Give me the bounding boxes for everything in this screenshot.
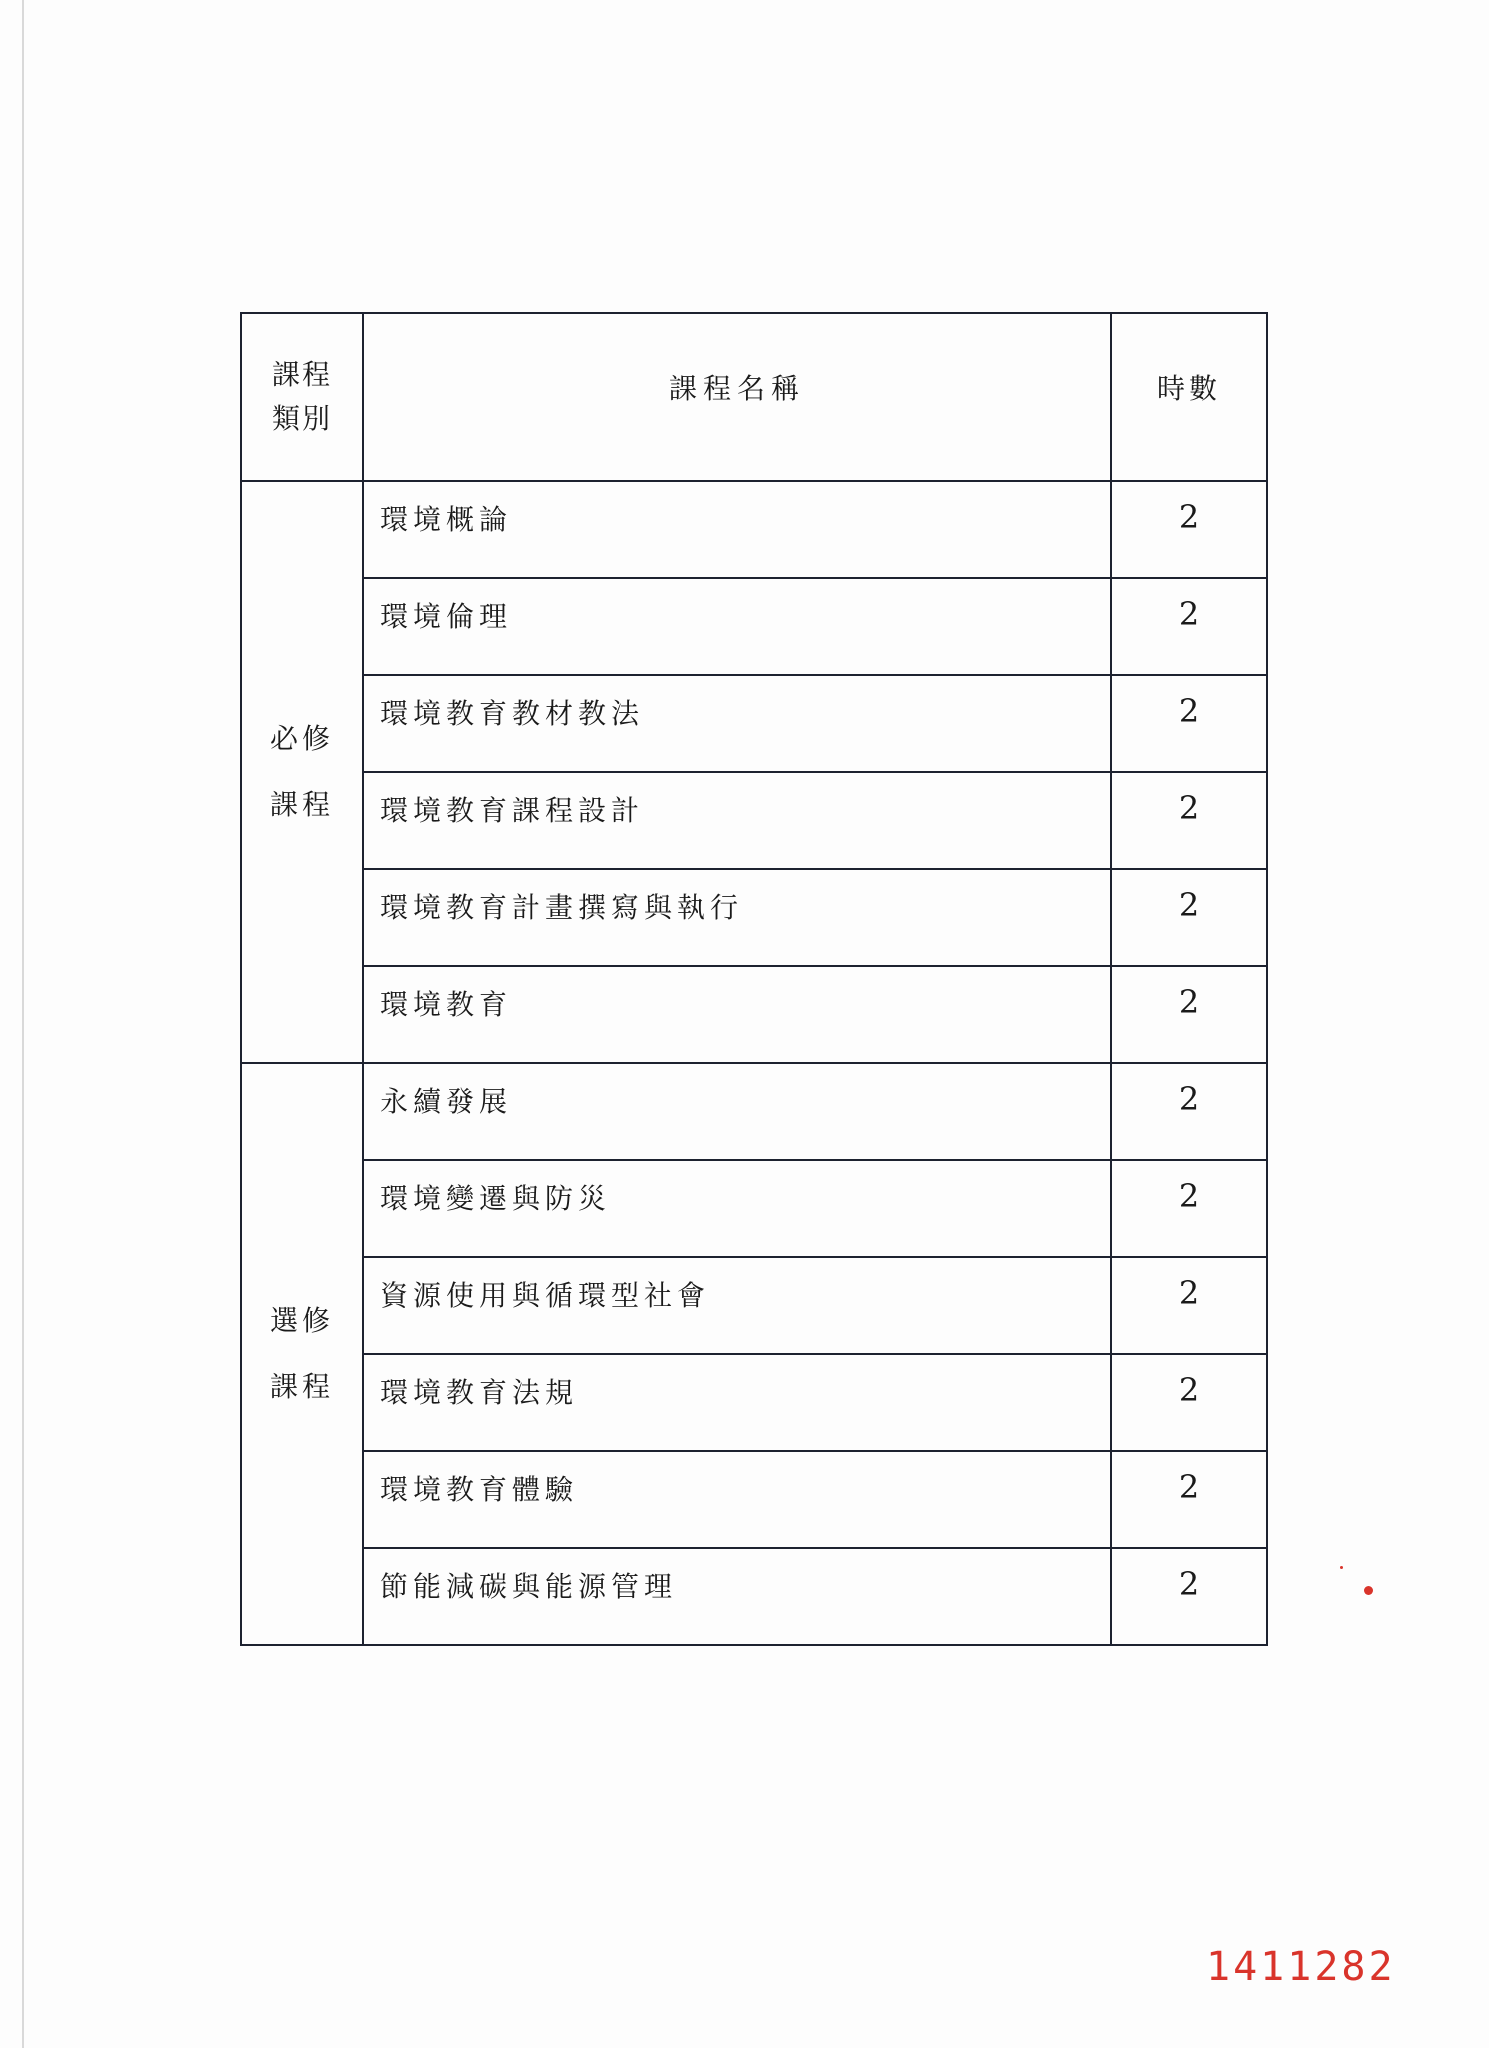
document-number-stamp: 1411282	[1206, 1944, 1396, 1990]
course-name: 環境變遷與防災	[363, 1160, 1111, 1257]
course-hours: 2	[1111, 1063, 1267, 1160]
category-elective-line2: 課程	[269, 1370, 334, 1403]
header-category-line2: 類別	[271, 402, 332, 435]
course-hours: 2	[1111, 772, 1267, 869]
course-hours: 2	[1111, 869, 1267, 966]
course-name: 永續發展	[363, 1063, 1111, 1160]
course-name: 環境教育體驗	[363, 1451, 1111, 1548]
category-required	[241, 481, 363, 1063]
ink-speck	[1340, 1566, 1343, 1569]
table-row	[241, 1063, 1267, 1160]
course-hours: 2	[1111, 578, 1267, 675]
course-hours: 2	[1111, 1451, 1267, 1548]
header-course-name: 課程名稱	[363, 313, 1111, 481]
table-row	[241, 1354, 1267, 1451]
course-name: 環境倫理	[363, 578, 1111, 675]
table-row	[241, 869, 1267, 966]
course-hours: 2	[1111, 675, 1267, 772]
table-row	[241, 578, 1267, 675]
course-hours: 2	[1111, 481, 1267, 578]
header-category	[241, 313, 363, 481]
category-elective	[241, 1063, 363, 1645]
header-hours: 時數	[1111, 313, 1267, 481]
course-table	[240, 312, 1268, 1646]
table-row	[241, 481, 1267, 578]
course-hours: 2	[1111, 1354, 1267, 1451]
scan-page-edge	[22, 0, 24, 2048]
course-name: 環境教育課程設計	[363, 772, 1111, 869]
course-hours: 2	[1111, 1257, 1267, 1354]
table-row	[241, 675, 1267, 772]
table-header-row	[241, 313, 1267, 481]
table-row	[241, 1451, 1267, 1548]
course-name: 環境教育計畫撰寫與執行	[363, 869, 1111, 966]
category-elective-line1: 選修	[269, 1304, 334, 1337]
table-row	[241, 966, 1267, 1063]
course-hours: 2	[1111, 1548, 1267, 1645]
course-name: 資源使用與循環型社會	[363, 1257, 1111, 1354]
course-hours: 2	[1111, 1160, 1267, 1257]
ink-speck	[1364, 1586, 1373, 1595]
course-name: 環境教育	[363, 966, 1111, 1063]
table-row	[241, 1160, 1267, 1257]
course-name: 環境概論	[363, 481, 1111, 578]
course-name: 環境教育教材教法	[363, 675, 1111, 772]
course-name: 環境教育法規	[363, 1354, 1111, 1451]
table-row	[241, 1548, 1267, 1645]
table-row	[241, 772, 1267, 869]
category-required-line2: 課程	[269, 788, 334, 821]
course-hours: 2	[1111, 966, 1267, 1063]
course-name: 節能減碳與能源管理	[363, 1548, 1111, 1645]
table-row	[241, 1257, 1267, 1354]
category-required-line1: 必修	[269, 722, 334, 755]
header-category-line1: 課程	[271, 358, 332, 391]
